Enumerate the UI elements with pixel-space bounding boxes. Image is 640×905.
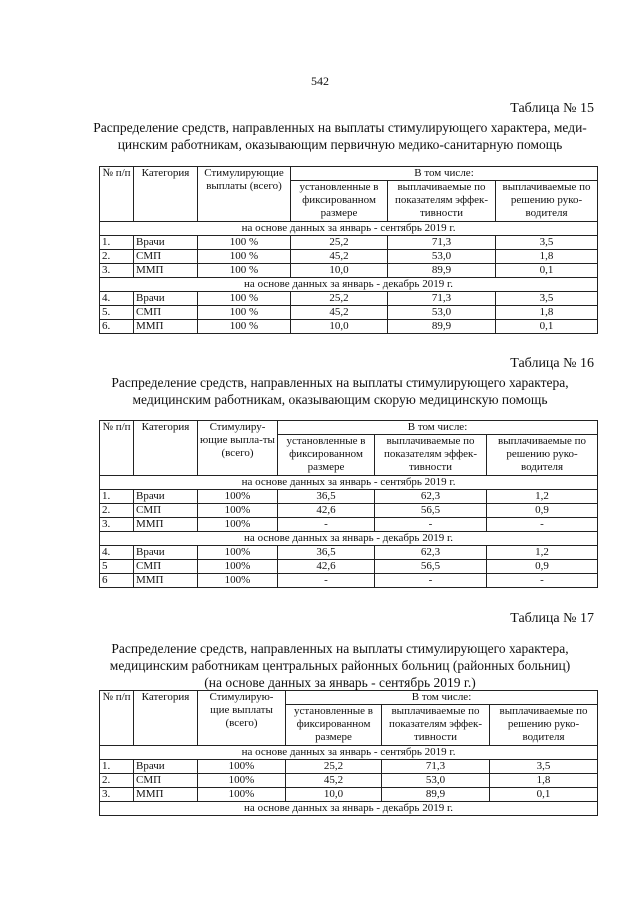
cell-category: ММП	[134, 518, 198, 532]
table-row	[100, 320, 598, 334]
cell-num: 3.	[100, 518, 134, 532]
cell-efficiency: 89,9	[382, 788, 490, 802]
cell-category: СМП	[134, 504, 198, 518]
cell-category: СМП	[134, 306, 198, 320]
header-efficiency: выплачиваемые по показателям эффек-тивности	[382, 705, 490, 746]
cell-fixed: 45,2	[291, 250, 388, 264]
cell-num: 1.	[100, 760, 134, 774]
header-group: В том числе:	[291, 167, 598, 181]
cell-decision: 3,5	[496, 236, 598, 250]
table-row	[100, 306, 598, 320]
cell-num: 2.	[100, 504, 134, 518]
cell-efficiency: 62,3	[375, 490, 487, 504]
header-category: Категория	[134, 691, 198, 746]
cell-efficiency: 62,3	[375, 546, 487, 560]
cell-fixed: 10,0	[291, 320, 388, 334]
table-row	[100, 560, 598, 574]
cell-num: 5	[100, 560, 134, 574]
header-decision: выплачиваемые по решению руко-водителя	[490, 705, 598, 746]
header-efficiency: выплачиваемые по показателям эффек-тивности	[375, 435, 487, 476]
cell-efficiency: 53,0	[388, 306, 496, 320]
header-group: В том числе:	[278, 421, 598, 435]
cell-fixed: 42,6	[278, 560, 375, 574]
cell-category: СМП	[134, 560, 198, 574]
table-15	[99, 166, 598, 334]
cell-efficiency: 89,9	[388, 320, 496, 334]
header-decision: выплачиваемые по решению руко-водителя	[487, 435, 598, 476]
cell-num: 3.	[100, 264, 134, 278]
cell-fixed: 10,0	[286, 788, 382, 802]
table-15-caption	[80, 119, 600, 153]
cell-fixed: 25,2	[291, 236, 388, 250]
table-row	[100, 760, 598, 774]
cell-total: 100%	[198, 788, 286, 802]
cell-decision: -	[487, 518, 598, 532]
table-15-label: Таблица № 15	[510, 101, 594, 116]
cell-num: 1.	[100, 236, 134, 250]
cell-num: 5.	[100, 306, 134, 320]
caption-line: медицинским работникам, оказывающим скорую медицинскую помощь	[132, 392, 548, 407]
cell-num: 1.	[100, 490, 134, 504]
table-17-label: Таблица № 17	[510, 611, 594, 626]
cell-total: 100 %	[198, 264, 291, 278]
cell-fixed: 36,5	[278, 490, 375, 504]
table-16	[99, 420, 598, 588]
cell-total: 100%	[198, 546, 278, 560]
cell-fixed: -	[278, 518, 375, 532]
caption-line: цинским работникам, оказывающим первичную медико-санитарную помощь	[117, 137, 563, 152]
cell-total: 100 %	[198, 306, 291, 320]
header-num: № п/п	[100, 167, 134, 222]
table-row	[100, 574, 598, 588]
cell-num: 3.	[100, 788, 134, 802]
section-band: на основе данных за январь - декабрь 2019 г.	[100, 532, 598, 546]
cell-efficiency: 56,5	[375, 504, 487, 518]
cell-decision: 0,1	[496, 264, 598, 278]
cell-total: 100%	[198, 504, 278, 518]
table-row	[100, 788, 598, 802]
cell-total: 100 %	[198, 292, 291, 306]
cell-fixed: 42,6	[278, 504, 375, 518]
header-total: Стимулиру-ющие выпла-ты (всего)	[198, 421, 278, 476]
cell-decision: 1,2	[487, 546, 598, 560]
caption-line: медицинским работникам центральных районных больниц (районных больниц)	[109, 658, 571, 673]
cell-category: ММП	[134, 574, 198, 588]
cell-total: 100%	[198, 760, 286, 774]
header-fixed: установленные в фиксированном размере	[291, 181, 388, 222]
page-number: 542	[311, 74, 329, 88]
table-row	[100, 774, 598, 788]
cell-num: 2.	[100, 774, 134, 788]
caption-line: Распределение средств, направленных на выплаты стимулирующего характера,	[111, 375, 569, 390]
cell-efficiency: -	[375, 574, 487, 588]
table-16-caption	[80, 374, 600, 408]
cell-fixed: 25,2	[291, 292, 388, 306]
cell-total: 100%	[198, 560, 278, 574]
cell-total: 100%	[198, 518, 278, 532]
section-band: на основе данных за январь - декабрь 2019 г.	[100, 278, 598, 292]
header-efficiency: выплачиваемые по показателям эффек-тивности	[388, 181, 496, 222]
cell-category: ММП	[134, 264, 198, 278]
table-row	[100, 546, 598, 560]
cell-decision: 0,9	[487, 504, 598, 518]
header-category: Категория	[134, 167, 198, 222]
cell-fixed: -	[278, 574, 375, 588]
cell-total: 100%	[198, 574, 278, 588]
table-17	[99, 690, 598, 816]
table-row	[100, 518, 598, 532]
cell-num: 2.	[100, 250, 134, 264]
cell-category: СМП	[134, 774, 198, 788]
header-num: № п/п	[100, 691, 134, 746]
header-fixed: установленные в фиксированном размере	[286, 705, 382, 746]
cell-category: Врачи	[134, 236, 198, 250]
section-band: на основе данных за январь - сентябрь 2019 г.	[100, 746, 598, 760]
cell-decision: 0,9	[487, 560, 598, 574]
cell-efficiency: 53,0	[382, 774, 490, 788]
cell-fixed: 36,5	[278, 546, 375, 560]
cell-total: 100 %	[198, 236, 291, 250]
table-row	[100, 264, 598, 278]
caption-line: Распределение средств, направленных на выплаты стимулирующего характера, меди-	[93, 120, 587, 135]
header-num: № п/п	[100, 421, 134, 476]
cell-category: Врачи	[134, 292, 198, 306]
cell-total: 100 %	[198, 320, 291, 334]
cell-category: ММП	[134, 788, 198, 802]
cell-category: Врачи	[134, 490, 198, 504]
caption-line: Распределение средств, направленных на выплаты стимулирующего характера,	[111, 641, 569, 656]
header-total: Стимулирую-щие выплаты (всего)	[198, 691, 286, 746]
section-band: на основе данных за январь - декабрь 2019 г.	[100, 802, 598, 816]
cell-decision: 1,8	[496, 250, 598, 264]
cell-efficiency: 71,3	[388, 236, 496, 250]
cell-efficiency: 71,3	[388, 292, 496, 306]
cell-num: 4.	[100, 546, 134, 560]
cell-category: СМП	[134, 250, 198, 264]
cell-fixed: 10,0	[291, 264, 388, 278]
cell-fixed: 45,2	[286, 774, 382, 788]
cell-decision: 1,8	[496, 306, 598, 320]
cell-efficiency: -	[375, 518, 487, 532]
cell-efficiency: 56,5	[375, 560, 487, 574]
cell-decision: 1,8	[490, 774, 598, 788]
cell-fixed: 45,2	[291, 306, 388, 320]
cell-category: Врачи	[134, 546, 198, 560]
cell-efficiency: 53,0	[388, 250, 496, 264]
cell-category: Врачи	[134, 760, 198, 774]
header-group: В том числе:	[286, 691, 598, 705]
cell-decision: 3,5	[490, 760, 598, 774]
header-total: Стимулирующие выплаты (всего)	[198, 167, 291, 222]
table-16-label: Таблица № 16	[510, 356, 594, 371]
cell-total: 100%	[198, 490, 278, 504]
header-decision: выплачиваемые по решению руко-водителя	[496, 181, 598, 222]
cell-decision: -	[487, 574, 598, 588]
cell-total: 100 %	[198, 250, 291, 264]
cell-category: ММП	[134, 320, 198, 334]
table-row	[100, 292, 598, 306]
cell-total: 100%	[198, 774, 286, 788]
cell-fixed: 25,2	[286, 760, 382, 774]
table-row	[100, 504, 598, 518]
table-row	[100, 236, 598, 250]
header-category: Категория	[134, 421, 198, 476]
section-band: на основе данных за январь - сентябрь 2019 г.	[100, 222, 598, 236]
cell-num: 6.	[100, 320, 134, 334]
table-17-caption	[80, 640, 600, 691]
cell-efficiency: 89,9	[388, 264, 496, 278]
header-fixed: установленные в фиксированном размере	[278, 435, 375, 476]
cell-efficiency: 71,3	[382, 760, 490, 774]
cell-num: 4.	[100, 292, 134, 306]
caption-line: (на основе данных за январь - сентябрь 2019 г.)	[204, 675, 476, 690]
cell-decision: 0,1	[496, 320, 598, 334]
table-row	[100, 490, 598, 504]
table-row	[100, 250, 598, 264]
cell-decision: 0,1	[490, 788, 598, 802]
section-band: на основе данных за январь - сентябрь 2019 г.	[100, 476, 598, 490]
cell-num: 6	[100, 574, 134, 588]
cell-decision: 3,5	[496, 292, 598, 306]
cell-decision: 1,2	[487, 490, 598, 504]
